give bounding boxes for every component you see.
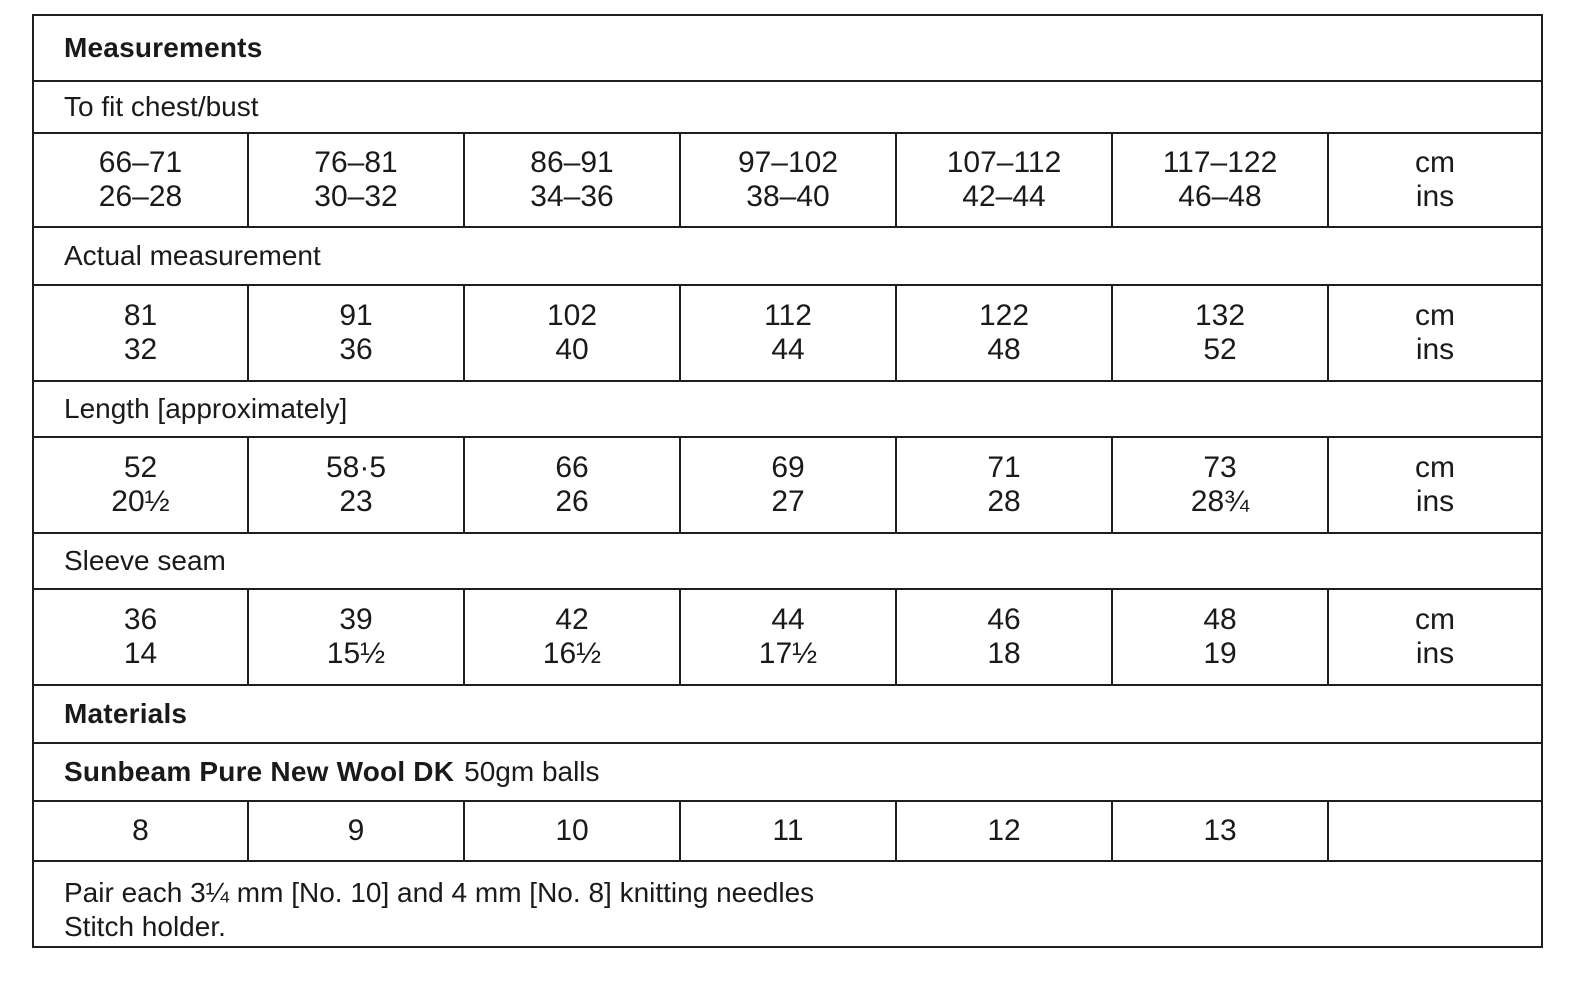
ball-count: 11 xyxy=(772,814,804,847)
sleeve-ins-value: 18 xyxy=(987,637,1021,670)
chest-cell xyxy=(681,134,897,226)
chest-label-row xyxy=(34,82,1541,134)
ball-count-cell xyxy=(34,802,249,860)
length-cm-value: 52 xyxy=(123,451,158,484)
length-cell xyxy=(34,438,249,532)
actual-ins-value: 32 xyxy=(123,333,158,366)
actual-cm-value: 112 xyxy=(764,299,812,332)
ball-count-cell xyxy=(249,802,465,860)
actual-cell xyxy=(681,286,897,380)
actual-ins-value: 44 xyxy=(771,333,805,366)
ball-count-cell xyxy=(897,802,1113,860)
actual-ins-value: 48 xyxy=(987,333,1021,366)
length-ins-value: 28 xyxy=(987,485,1021,518)
actual-cm-value: 102 xyxy=(546,299,598,332)
length-label: Length [approximately] xyxy=(64,393,348,424)
measurements-heading xyxy=(34,16,1541,82)
actual-cm-value: 122 xyxy=(978,299,1030,332)
sleeve-cell xyxy=(34,590,249,684)
chest-cm-value: 76–81 xyxy=(314,146,398,179)
ball-count: 13 xyxy=(1203,814,1237,847)
chest-ins-value: 30–32 xyxy=(314,180,398,213)
yarn-unit: 50gm balls xyxy=(464,756,600,787)
chest-values-row xyxy=(34,134,1541,228)
materials-heading xyxy=(34,686,1541,744)
sleeve-label: Sleeve seam xyxy=(64,545,226,576)
unit-ins: ins xyxy=(1415,485,1455,518)
chest-unit-cell xyxy=(1329,134,1541,226)
length-ins-value: 28¾ xyxy=(1190,485,1250,518)
sleeve-cm-value: 48 xyxy=(1203,603,1237,636)
length-cell xyxy=(1113,438,1329,532)
actual-cm-value: 91 xyxy=(339,299,373,332)
needles-note: Pair each 3¼ mm [No. 10] and 4 mm [No. 8] knitting needles xyxy=(64,877,815,908)
length-cell xyxy=(249,438,465,532)
length-ins-value: 20½ xyxy=(111,485,170,518)
chest-cm-value: 86–91 xyxy=(530,146,614,179)
length-cell xyxy=(681,438,897,532)
unit-cm: cm xyxy=(1415,299,1455,332)
length-cm-value: 71 xyxy=(987,451,1021,484)
actual-cell xyxy=(34,286,249,380)
pattern-table xyxy=(32,14,1543,948)
actual-cm-value: 132 xyxy=(1194,299,1246,332)
measurements-heading-text: Measurements xyxy=(64,32,263,63)
length-cell xyxy=(897,438,1113,532)
length-cm-value: 73 xyxy=(1203,451,1237,484)
sleeve-cm-value: 46 xyxy=(987,603,1021,636)
holder-note: Stitch holder. xyxy=(64,911,226,942)
ball-count-cell xyxy=(1113,802,1329,860)
actual-cell xyxy=(1113,286,1329,380)
actual-ins-value: 36 xyxy=(339,333,373,366)
ball-count-cell-empty xyxy=(1329,802,1541,860)
sleeve-label-row xyxy=(34,534,1541,590)
chest-cm-value: 97–102 xyxy=(737,146,839,179)
ball-count: 8 xyxy=(132,814,149,847)
sleeve-cm-value: 42 xyxy=(555,603,589,636)
chest-cell xyxy=(465,134,681,226)
chest-label: To fit chest/bust xyxy=(64,91,259,122)
length-cm-value: 69 xyxy=(771,451,805,484)
length-cm-value: 58·5 xyxy=(325,451,387,484)
chest-cell xyxy=(897,134,1113,226)
ball-count: 10 xyxy=(555,814,589,847)
actual-unit-cell xyxy=(1329,286,1541,380)
length-ins-value: 27 xyxy=(771,485,805,518)
actual-cm-value: 81 xyxy=(123,299,158,332)
unit-cm: cm xyxy=(1415,451,1455,484)
unit-ins: ins xyxy=(1415,333,1455,366)
sleeve-cell xyxy=(1113,590,1329,684)
sleeve-cell xyxy=(681,590,897,684)
actual-cell xyxy=(249,286,465,380)
sleeve-ins-value: 16½ xyxy=(542,637,602,670)
length-ins-value: 26 xyxy=(555,485,589,518)
sleeve-unit-cell xyxy=(1329,590,1541,684)
actual-ins-value: 40 xyxy=(555,333,589,366)
yarn-balls-row xyxy=(34,802,1541,862)
sleeve-ins-value: 19 xyxy=(1203,637,1237,670)
ball-count: 12 xyxy=(987,814,1021,847)
actual-values-row xyxy=(34,286,1541,382)
sleeve-ins-value: 15½ xyxy=(326,637,386,670)
ball-count-cell xyxy=(681,802,897,860)
sleeve-ins-value: 17½ xyxy=(758,637,818,670)
chest-cell xyxy=(34,134,249,226)
chest-ins-value: 46–48 xyxy=(1178,180,1262,213)
ball-count: 9 xyxy=(347,814,365,847)
length-ins-value: 23 xyxy=(339,485,373,518)
notes-block xyxy=(34,862,1541,946)
actual-ins-value: 52 xyxy=(1203,333,1237,366)
yarn-name: Sunbeam Pure New Wool DK xyxy=(64,756,455,787)
length-unit-cell xyxy=(1329,438,1541,532)
sleeve-cell xyxy=(249,590,465,684)
unit-ins: ins xyxy=(1415,180,1455,213)
chest-ins-value: 26–28 xyxy=(98,180,183,213)
sleeve-ins-value: 14 xyxy=(123,637,158,670)
chest-ins-value: 42–44 xyxy=(962,180,1046,213)
chest-ins-value: 34–36 xyxy=(530,180,614,213)
chest-cm-value: 107–112 xyxy=(946,146,1062,179)
chest-cm-value: 117–122 xyxy=(1162,146,1278,179)
chest-cm-value: 66–71 xyxy=(98,146,183,179)
length-cm-value: 66 xyxy=(555,451,589,484)
length-label-row xyxy=(34,382,1541,438)
chest-cell xyxy=(249,134,465,226)
sleeve-cm-value: 44 xyxy=(771,603,805,636)
sleeve-cell xyxy=(897,590,1113,684)
sleeve-values-row xyxy=(34,590,1541,686)
length-values-row xyxy=(34,438,1541,534)
chest-ins-value: 38–40 xyxy=(746,180,830,213)
length-cell xyxy=(465,438,681,532)
yarn-label-row xyxy=(34,744,1541,802)
unit-cm: cm xyxy=(1415,603,1455,636)
actual-label-row xyxy=(34,228,1541,286)
unit-ins: ins xyxy=(1415,637,1455,670)
actual-cell xyxy=(465,286,681,380)
actual-cell xyxy=(897,286,1113,380)
sleeve-cm-value: 39 xyxy=(339,603,373,636)
sleeve-cell xyxy=(465,590,681,684)
actual-label: Actual measurement xyxy=(64,240,321,271)
unit-cm: cm xyxy=(1415,146,1455,179)
sleeve-cm-value: 36 xyxy=(123,603,158,636)
chest-cell xyxy=(1113,134,1329,226)
materials-heading-text: Materials xyxy=(64,698,188,729)
ball-count-cell xyxy=(465,802,681,860)
